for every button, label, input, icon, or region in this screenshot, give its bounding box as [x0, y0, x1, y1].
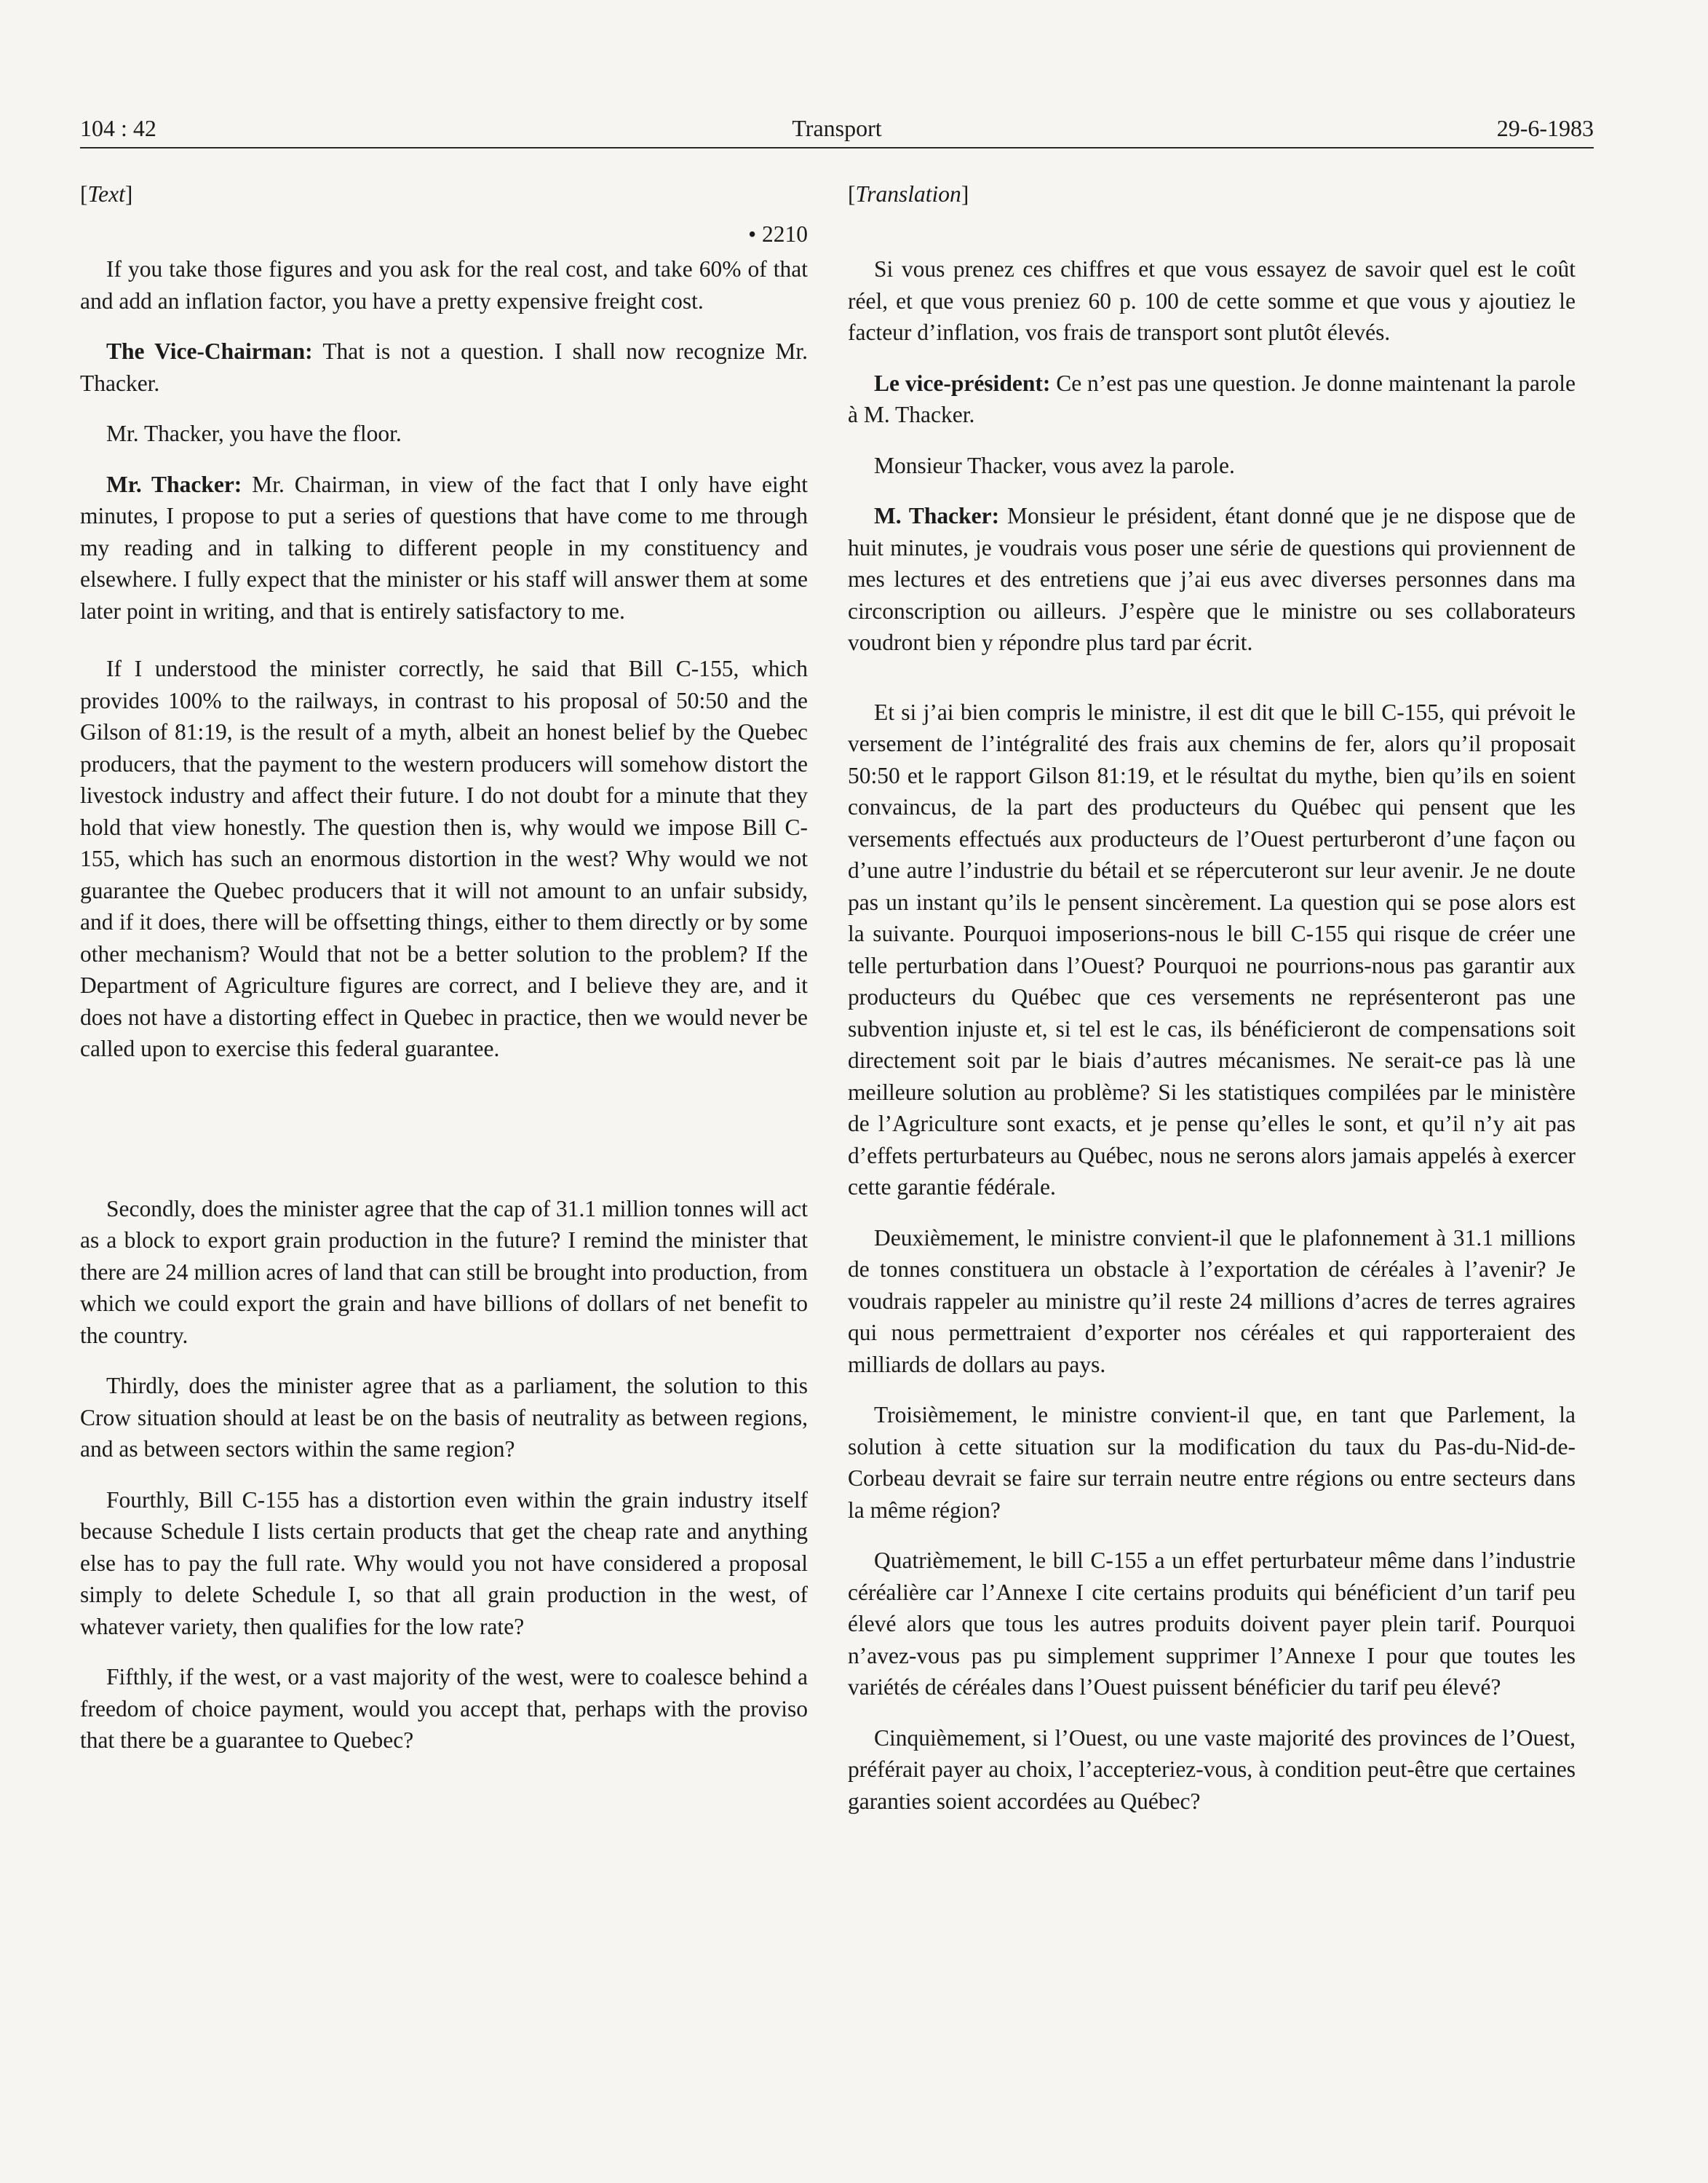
paragraph	[80, 1193, 808, 1352]
paragraph-text: Ce n’est pas une question. Je donne maintenant la parole à M. Thacker.	[848, 370, 1576, 427]
speaker-name: Mr. Thacker:	[106, 471, 242, 497]
paragraph	[848, 253, 1576, 349]
speaker-name: M. Thacker:	[874, 503, 1000, 528]
paragraph	[80, 418, 808, 450]
speaker-name: Le vice-président:	[874, 370, 1051, 396]
paragraph	[80, 469, 808, 627]
paragraph	[80, 653, 808, 1065]
paragraph-text: Deuxièmement, le ministre convient-il que le plafonnement à 31.1 millions de tonnes constituera un obstacle à l’exportation de céréales à l’avenir? Je voudrais rappeler au ministre qu’il reste 24 millions d’acres de terres agraires qui nous permettraient d’exporter nos céréales et qui rapporteraient des milliards de dollars au pays.	[848, 1224, 1576, 1377]
paragraph-text: Mr. Chairman, in view of the fact that I only have eight minutes, I propose to put a series of questions that have come to me through my reading and in talking to different people in my constituency and elsewhere. I fully expect that the minister or his staff will answer them at some later point in writing, and that is entirely satisfactory to me.	[80, 471, 809, 624]
paragraph-text: If I understood the minister correctly, he said that Bill C-155, which provides 100% to the railways, in contrast to his proposal of 50:50 and the Gilson of 81:19, is the result of a myth, albeit an honest belief by the Quebec producers, that the payment to the western producers will somehow distort the livestock industry and affect their future. I do not doubt for a minute that they hold that view honestly. The question then is, why would we impose Bill C-155, which has such an enormous distortion in the west? Why would we not guarantee the Quebec producers that it will not amount to an unfair subsidy, and if it does, there will be offsetting things, either to them directly or by some other mechanism? Would that not be a better solution to the problem? If the Department of Agriculture figures are correct, and I believe they are, and it does not have a distorting effect in Quebec in practice, then we would never be called upon to exercise this federal guarantee.	[80, 656, 808, 1061]
paragraph	[848, 368, 1576, 431]
paragraph-text: Fifthly, if the west, or a vast majority of the west, were to coalesce behind a freedom of choice payment, would you accept that, perhaps with the proviso that there be a guarantee to Quebec?	[80, 1664, 808, 1753]
paragraph	[848, 697, 1576, 1203]
paragraph	[848, 450, 1576, 482]
page-number: 104 : 42	[80, 115, 156, 141]
paragraph-text: Fourthly, Bill C-155 has a distortion even within the grain industry itself because Schedule I lists certain products that get the cheap rate and anything else has to pay the full rate. Why would you not have considered a proposal simply to delete Schedule I, so that all grain production in the west, of whatever variety, then qualifies for the low rate?	[80, 1486, 808, 1639]
paragraph	[848, 1222, 1576, 1381]
paragraph-text: Monsieur Thacker, vous avez la parole.	[874, 452, 1235, 478]
paragraph	[848, 500, 1576, 659]
paragraph-text: Et si j’ai bien compris le ministre, il est dit que le bill C-155, qui prévoit le versement de l’intégralité des frais aux chemins de fer, alors qu’il proposait 50:50 et le rapport Gilson 81:19, et le résultat du mythe, bien qu’ils en soient convaincus, de la part des producteurs du Québec qui pensent que les versements effectués aux producteurs de l’Ouest perturberont d’une façon ou d’une autre l’industrie du bétail et se répercuteront sur leur avenir. Je ne doute pas un instant qu’ils le pensent sincèrement. La question qui se pose alors est la suivante. Pourquoi imposerions-nous le bill C-155 qui risque de créer une telle perturbation dans l’Ouest? Pourquoi ne pourrions-nous pas garantir aux producteurs du Québec que ces versements ne représenteront pas une subvention injuste et, si tel est le cas, ils bénéficieront de compensations soit directement soit par le biais d’autres mécanismes. Ne serait-ce pas là une meilleure solution au problème? Si les statistiques compilées par le ministère de l’Agriculture sont exacts, et je pense qu’elles le sont, et qu’il n’y ait pas d’effets perturbateurs au Québec, nous ne serons alors jamais appelés à exercer cette garantie fédérale.	[848, 699, 1576, 1200]
paragraph-text: Mr. Thacker, you have the floor.	[106, 421, 402, 446]
paragraph	[80, 1484, 808, 1643]
column-label-text-word: Text	[87, 181, 125, 207]
page-date: 29-6-1983	[1496, 115, 1594, 141]
paragraph-text: That is not a question. I shall now recognize Mr. Thacker.	[80, 338, 808, 396]
paragraph	[80, 1370, 808, 1465]
column-label-translation-word: Translation	[855, 181, 961, 207]
page-header	[80, 109, 1594, 148]
paragraph-text: Thirdly, does the minister agree that as a parliament, the solution to this Crow situation should at least be on the basis of neutrality as between regions, and as between sectors within the same region?	[80, 1373, 808, 1462]
section-title: Transport	[792, 115, 882, 141]
paragraph	[848, 1545, 1576, 1703]
column-label-text: [Text]	[80, 181, 133, 207]
time-marker: • 2210	[748, 221, 808, 247]
paragraph	[80, 336, 808, 399]
paragraph-text: Quatrièmement, le bill C-155 a un effet perturbateur même dans l’industrie céréalière car l’Annexe I cite certains produits qui bénéficient d’un tarif peu élevé alors que tous les autres produits doivent payer plein tarif. Pourquoi n’avez-vous pas pu simplement supprimer l’Annexe I pour que toutes les variétés de céréales dans l’Ouest puissent bénéficier du tarif peu élevé?	[848, 1548, 1576, 1700]
paragraph-text: Troisièmement, le ministre convient-il que, en tant que Parlement, la solution à cette situation sur la modification du taux du Pas-du-Nid-de-Corbeau devrait se faire sur terrain neutre entre régions ou entre secteurs dans la même région?	[848, 1402, 1576, 1523]
paragraph	[848, 1399, 1576, 1526]
paragraph-text: Si vous prenez ces chiffres et que vous essayez de savoir quel est le coût réel, et que vous preniez 60 p. 100 de cette somme et que vous y ajoutiez le facteur d’inflation, vos frais de transport sont plutôt élevés.	[848, 256, 1576, 345]
paragraph	[80, 253, 808, 317]
english-column	[80, 178, 808, 1775]
paragraph-text: Monsieur le président, étant donné que je ne dispose que de huit minutes, je voudrais vous poser une série de questions qui proviennent de mes lectures et des entretiens que j’ai eus avec diverses personnes dans ma circonscription ou ailleurs. J’espère que le ministre ou ses collaborateurs voudront bien y répondre plus tard par écrit.	[848, 503, 1576, 655]
paragraph-text: Cinquièmement, si l’Ouest, ou une vaste majorité des provinces de l’Ouest, préférait payer au choix, l’accepteriez-vous, à condition peut-être que certaines garanties soient accordées au Québec?	[848, 1724, 1576, 1814]
paragraph-text: Secondly, does the minister agree that the cap of 31.1 million tonnes will act as a block to export grain production in the future? I remind the minister that there are 24 million acres of land that can still be brought into production, from which we could export the grain and have billions of dollars of net benefit to the country.	[80, 1195, 808, 1348]
paragraph	[848, 1722, 1576, 1818]
column-gap	[80, 1084, 808, 1193]
paragraph	[80, 1661, 808, 1756]
paragraph-text: If you take those figures and you ask for the real cost, and take 60% of that and add an inflation factor, you have a pretty expensive freight cost.	[80, 256, 808, 314]
marker-spacer	[848, 218, 1576, 247]
column-label-translation: [Translation]	[848, 181, 969, 207]
speaker-name: The Vice-Chairman:	[106, 338, 313, 364]
french-column	[848, 178, 1576, 1836]
